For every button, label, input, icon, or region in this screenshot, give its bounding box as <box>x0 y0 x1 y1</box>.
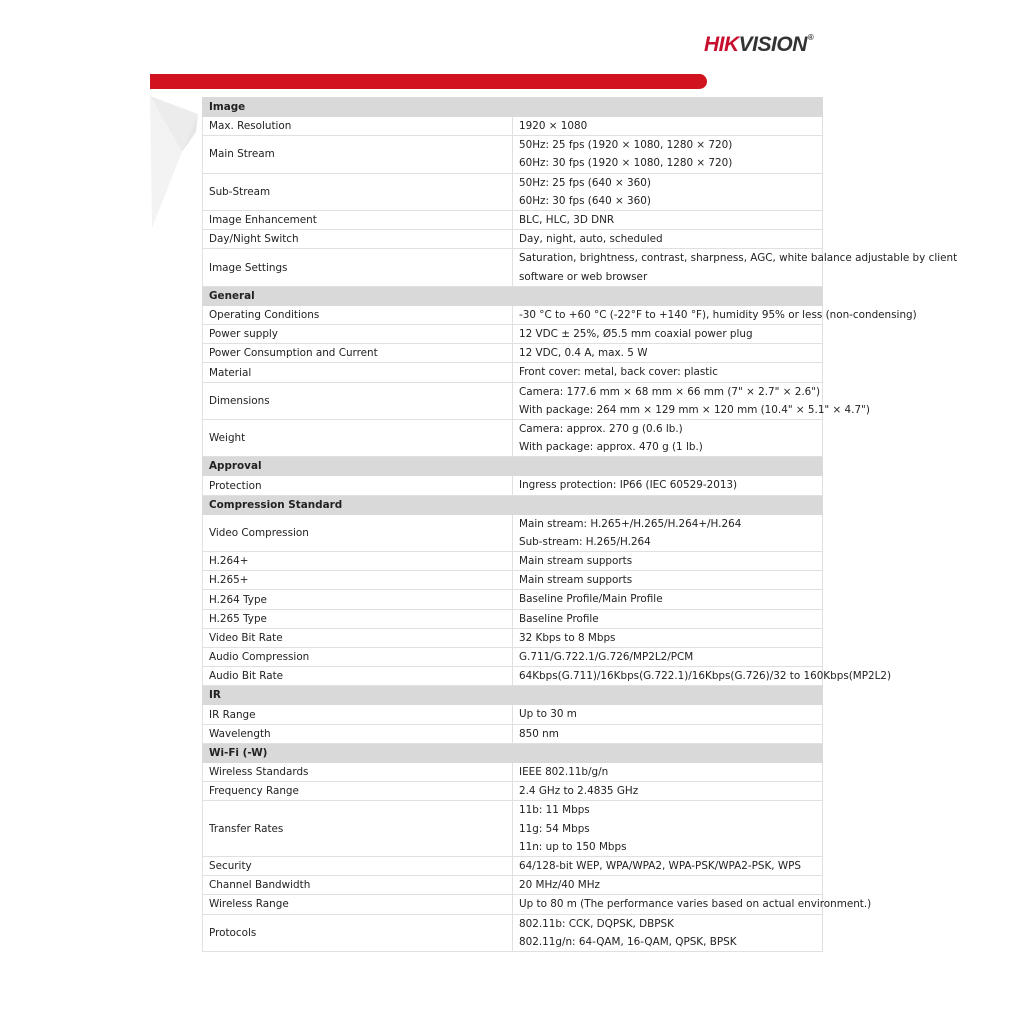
spec-value-cell <box>513 211 823 230</box>
spec-value-line: Camera: approx. 270 g (0.6 lb.) <box>519 423 683 436</box>
section-header-row <box>203 457 823 476</box>
spec-value-cell <box>513 173 823 210</box>
spec-value-line: With package: approx. 470 g (1 lb.) <box>519 441 703 454</box>
spec-value-line: Day, night, auto, scheduled <box>519 233 663 246</box>
spec-value-line: IEEE 802.11b/g/n <box>519 765 609 778</box>
spec-row <box>203 514 823 551</box>
spec-row <box>203 173 823 210</box>
spec-label: Protection <box>203 476 513 495</box>
spec-label: H.265 Type <box>203 609 513 628</box>
spec-value-line: Baseline Profile <box>519 612 599 625</box>
spec-value-cell <box>513 876 823 895</box>
spec-value-line: 50Hz: 25 fps (1920 × 1080, 1280 × 720) <box>519 139 733 152</box>
spec-value-line: Main stream supports <box>519 555 633 568</box>
spec-row <box>203 117 823 136</box>
spec-label: Wavelength <box>203 724 513 743</box>
spec-row <box>203 344 823 363</box>
section-header-row <box>203 98 823 117</box>
spec-value-line: 11b: 11 Mbps <box>519 804 590 817</box>
section-title: Image <box>203 98 823 117</box>
spec-value-line: Main stream supports <box>519 574 633 587</box>
spec-value-cell <box>513 117 823 136</box>
spec-value-cell <box>513 914 823 951</box>
header-red-bar <box>150 74 707 89</box>
spec-value-cell <box>513 590 823 609</box>
spec-row <box>203 724 823 743</box>
section-title: Approval <box>203 457 823 476</box>
spec-value-cell <box>513 782 823 801</box>
specification-table <box>202 97 958 952</box>
spec-value-line: 64/128-bit WEP, WPA/WPA2, WPA-PSK/WPA2-PSK, WPS <box>519 859 801 872</box>
spec-value-cell <box>513 305 917 324</box>
spec-label: Frequency Range <box>203 782 513 801</box>
spec-row <box>203 552 823 571</box>
spec-value-cell <box>513 856 823 875</box>
spec-label: Protocols <box>203 914 513 951</box>
spec-value-line: 20 MHz/40 MHz <box>519 879 601 892</box>
spec-value-line: 12 VDC ± 25%, Ø5.5 mm coaxial power plug <box>519 328 753 341</box>
spec-value-line: 2.4 GHz to 2.4835 GHz <box>519 785 639 798</box>
spec-row <box>203 571 823 590</box>
spec-label: Material <box>203 363 513 382</box>
spec-value-cell <box>513 801 823 857</box>
spec-label: Audio Bit Rate <box>203 667 513 686</box>
spec-label: Power supply <box>203 325 513 344</box>
spec-label: H.264+ <box>203 552 513 571</box>
spec-value-cell <box>513 628 823 647</box>
spec-row <box>203 876 823 895</box>
spec-value-line: -30 °C to +60 °C (-22°F to +140 °F), humidity 95% or less (non-condensing) <box>519 308 917 321</box>
spec-value-line: 802.11g/n: 64-QAM, 16-QAM, QPSK, BPSK <box>519 935 737 948</box>
spec-label: Wireless Standards <box>203 762 513 781</box>
section-title: IR <box>203 686 823 705</box>
spec-value-line: Ingress protection: IP66 (IEC 60529-2013) <box>519 479 738 492</box>
spec-label: H.264 Type <box>203 590 513 609</box>
spec-value-cell <box>513 230 823 249</box>
spec-label: Image Enhancement <box>203 211 513 230</box>
spec-row <box>203 762 823 781</box>
spec-label: IR Range <box>203 705 513 724</box>
spec-value-cell <box>513 382 870 419</box>
spec-value-cell <box>513 420 823 457</box>
spec-label: Weight <box>203 420 513 457</box>
spec-value-cell <box>513 552 823 571</box>
spec-label: Security <box>203 856 513 875</box>
spec-label: Transfer Rates <box>203 801 513 857</box>
spec-label: Audio Compression <box>203 648 513 667</box>
spec-row <box>203 856 823 875</box>
section-header-row <box>203 495 823 514</box>
spec-value-line: Camera: 177.6 mm × 68 mm × 66 mm (7" × 2.7" × 2.6") <box>519 385 821 398</box>
section-title: Wi-Fi (-W) <box>203 743 823 762</box>
spec-value-line: BLC, HLC, 3D DNR <box>519 214 615 227</box>
spec-value-cell <box>513 724 823 743</box>
spec-label: Video Compression <box>203 514 513 551</box>
spec-row <box>203 249 823 286</box>
spec-value-cell <box>513 705 823 724</box>
spec-value-cell <box>513 344 823 363</box>
spec-value-cell <box>513 249 958 286</box>
spec-row <box>203 609 823 628</box>
section-header-row <box>203 286 823 305</box>
spec-label: Power Consumption and Current <box>203 344 513 363</box>
spec-row <box>203 363 823 382</box>
spec-value-line: Front cover: metal, back cover: plastic <box>519 366 718 379</box>
section-title: General <box>203 286 823 305</box>
spec-value-line: Baseline Profile/Main Profile <box>519 593 663 606</box>
spec-row <box>203 705 823 724</box>
spec-value-cell <box>513 136 823 173</box>
spec-row <box>203 667 823 686</box>
spec-row <box>203 136 823 173</box>
spec-value-line: software or web browser <box>519 270 648 283</box>
spec-value-line: G.711/G.722.1/G.726/MP2L2/PCM <box>519 651 694 664</box>
section-header-row <box>203 743 823 762</box>
spec-value-cell <box>513 609 823 628</box>
spec-row <box>203 305 823 324</box>
spec-row <box>203 782 823 801</box>
spec-value-line: Saturation, brightness, contrast, sharpness, AGC, white balance adjustable by client <box>519 252 958 265</box>
hikvision-logo <box>704 33 813 57</box>
spec-row <box>203 895 823 914</box>
spec-value-line: 50Hz: 25 fps (640 × 360) <box>519 176 651 189</box>
spec-value-line: 32 Kbps to 8 Mbps <box>519 631 616 644</box>
spec-row <box>203 382 823 419</box>
spec-value-line: 64Kbps(G.711)/16Kbps(G.722.1)/16Kbps(G.726)/32 to 160Kbps(MP2L2) <box>519 670 892 683</box>
watermark-shape-icon <box>148 92 208 232</box>
section-header-row <box>203 686 823 705</box>
spec-value-line: Up to 80 m (The performance varies based on actual environment.) <box>519 898 872 911</box>
spec-value-line: 802.11b: CCK, DQPSK, DBPSK <box>519 917 674 930</box>
spec-label: Image Settings <box>203 249 513 286</box>
spec-label: Wireless Range <box>203 895 513 914</box>
spec-value-line: 11g: 54 Mbps <box>519 822 590 835</box>
spec-row <box>203 648 823 667</box>
spec-row <box>203 628 823 647</box>
spec-value-cell <box>513 667 892 686</box>
spec-value-line: 60Hz: 30 fps (1920 × 1080, 1280 × 720) <box>519 157 733 170</box>
spec-row <box>203 211 823 230</box>
logo-red-text: HIK <box>704 33 739 56</box>
spec-row <box>203 476 823 495</box>
spec-row <box>203 914 823 951</box>
spec-value-line: 12 VDC, 0.4 A, max. 5 W <box>519 347 648 360</box>
section-title: Compression Standard <box>203 495 823 514</box>
spec-label: Main Stream <box>203 136 513 173</box>
spec-value-line: 11n: up to 150 Mbps <box>519 840 627 853</box>
spec-label: Day/Night Switch <box>203 230 513 249</box>
spec-value-line: With package: 264 mm × 129 mm × 120 mm (10.4" × 5.1" × 4.7") <box>519 403 870 416</box>
spec-value-cell <box>513 648 823 667</box>
spec-row <box>203 325 823 344</box>
spec-value-line: 1920 × 1080 <box>519 120 588 132</box>
spec-label: Dimensions <box>203 382 513 419</box>
spec-value-cell <box>513 476 823 495</box>
spec-label: Channel Bandwidth <box>203 876 513 895</box>
spec-value-cell <box>513 325 823 344</box>
spec-label: Sub-Stream <box>203 173 513 210</box>
spec-label: Max. Resolution <box>203 117 513 136</box>
spec-value-line: 60Hz: 30 fps (640 × 360) <box>519 194 651 207</box>
registered-mark: ® <box>807 33 814 42</box>
spec-row <box>203 420 823 457</box>
spec-value-line: 850 nm <box>519 727 559 740</box>
spec-label: H.265+ <box>203 571 513 590</box>
spec-value-line: Up to 30 m <box>519 708 577 721</box>
spec-value-line: Main stream: H.265+/H.265/H.264+/H.264 <box>519 517 742 530</box>
spec-row <box>203 801 823 857</box>
spec-label: Operating Conditions <box>203 305 513 324</box>
spec-value-line: Sub-stream: H.265/H.264 <box>519 535 651 548</box>
spec-row <box>203 230 823 249</box>
spec-value-cell <box>513 762 823 781</box>
spec-value-cell <box>513 514 823 551</box>
spec-value-cell <box>513 363 823 382</box>
spec-value-cell <box>513 571 823 590</box>
logo-dark-text: VISION <box>738 33 807 56</box>
spec-label: Video Bit Rate <box>203 628 513 647</box>
spec-value-cell <box>513 895 872 914</box>
spec-row <box>203 590 823 609</box>
